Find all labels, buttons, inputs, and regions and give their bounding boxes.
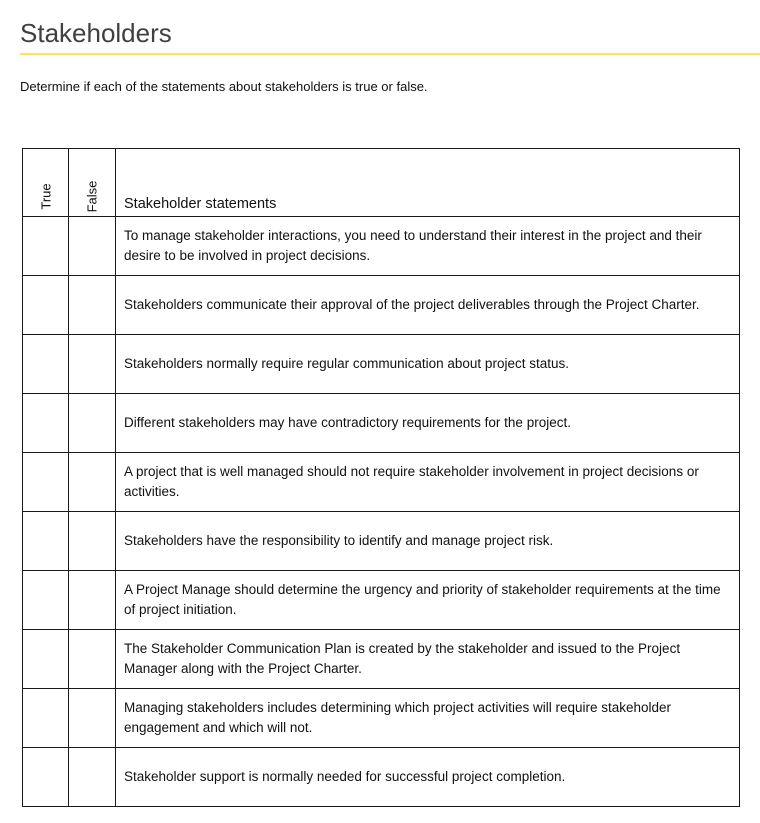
header-statements: Stakeholder statements bbox=[116, 149, 740, 217]
true-cell[interactable] bbox=[23, 394, 69, 453]
statement-text: A project that is well managed should not require stakeholder involvement in project decisions or activities. bbox=[116, 453, 740, 512]
title-underline bbox=[20, 53, 760, 55]
true-cell[interactable] bbox=[23, 748, 69, 807]
false-cell[interactable] bbox=[69, 394, 116, 453]
true-cell[interactable] bbox=[23, 689, 69, 748]
table-row bbox=[23, 512, 740, 571]
table-row bbox=[23, 571, 740, 630]
true-cell[interactable] bbox=[23, 630, 69, 689]
false-cell[interactable] bbox=[69, 571, 116, 630]
table-row bbox=[23, 217, 740, 276]
page-title: Stakeholders bbox=[20, 18, 172, 48]
false-cell[interactable] bbox=[69, 276, 116, 335]
statement-text: Managing stakeholders includes determining which project activities will require stakeholder engagement and which will not. bbox=[116, 689, 740, 748]
statement-text: The Stakeholder Communication Plan is created by the stakeholder and issued to the Project Manager along with the Project Charter. bbox=[116, 630, 740, 689]
table-row bbox=[23, 689, 740, 748]
false-cell[interactable] bbox=[69, 217, 116, 276]
header-true-label: True bbox=[38, 183, 53, 210]
statement-text: Different stakeholders may have contradictory requirements for the project. bbox=[116, 394, 740, 453]
false-cell[interactable] bbox=[69, 453, 116, 512]
true-cell[interactable] bbox=[23, 335, 69, 394]
true-cell[interactable] bbox=[23, 276, 69, 335]
table-row bbox=[23, 453, 740, 512]
table-row bbox=[23, 276, 740, 335]
statement-text: Stakeholder support is normally needed for successful project completion. bbox=[116, 748, 740, 807]
false-cell[interactable] bbox=[69, 512, 116, 571]
statement-text: To manage stakeholder interactions, you need to understand their interest in the project and their desire to be involved in project decisions. bbox=[116, 217, 740, 276]
header-false bbox=[69, 149, 116, 217]
statement-text: Stakeholders have the responsibility to identify and manage project risk. bbox=[116, 512, 740, 571]
header-false-label: False bbox=[84, 180, 100, 213]
false-cell[interactable] bbox=[69, 689, 116, 748]
table-row bbox=[23, 394, 740, 453]
false-cell[interactable] bbox=[69, 335, 116, 394]
true-cell[interactable] bbox=[23, 571, 69, 630]
table-row bbox=[23, 335, 740, 394]
true-false-table bbox=[22, 148, 740, 807]
statement-text: Stakeholders normally require regular communication about project status. bbox=[116, 335, 740, 394]
table-row bbox=[23, 748, 740, 807]
false-cell[interactable] bbox=[69, 630, 116, 689]
true-cell[interactable] bbox=[23, 217, 69, 276]
true-cell[interactable] bbox=[23, 512, 69, 571]
false-cell[interactable] bbox=[69, 748, 116, 807]
header-true bbox=[23, 149, 69, 217]
statement-text: A Project Manage should determine the urgency and priority of stakeholder requirements at the time of project initiation. bbox=[116, 571, 740, 630]
table-header-row bbox=[23, 149, 740, 217]
statement-text: Stakeholders communicate their approval of the project deliverables through the Project Charter. bbox=[116, 276, 740, 335]
instructions-text: Determine if each of the statements about stakeholders is true or false. bbox=[20, 79, 428, 94]
true-cell[interactable] bbox=[23, 453, 69, 512]
table-row bbox=[23, 630, 740, 689]
